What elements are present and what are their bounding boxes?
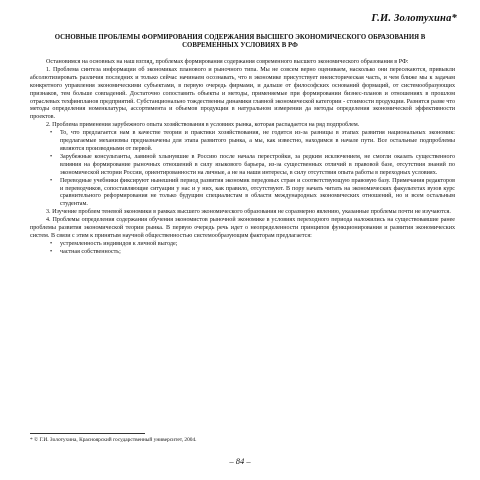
intro-paragraph: Остановимся на основных на наш взгляд, проблемах формирования содержания современного высшего экономического образования в РФ: bbox=[46, 59, 409, 65]
bullet-list-factors bbox=[30, 241, 455, 257]
author-name: Г.И. Золотухина* bbox=[371, 13, 457, 24]
paragraph-problem-3: 3. Изучение проблем теневой экономики в рамках высшего экономического образования не соразмерно явлению, указанные проблемы почти не изучаются. bbox=[46, 209, 451, 216]
list-item: • То, что предлагается нам в качестве теории и практики хозяйствования, не годится из-за разницы в этапах развития национальных экономик: предлагаемые механизмы предназначены для этапа развитого рынка, а мы, как известно, находимся в начале пути. Все остальные подпроблемы являются производными от первой. bbox=[60, 130, 455, 154]
article-body bbox=[30, 59, 455, 257]
list-item: • устремленность индивидов к личной выгоде; bbox=[60, 241, 455, 249]
paragraph-problem-2: 2. Проблема применения зарубежного опыта хозяйствования в условиях рынка, которая распадается на ряд подпроблем. bbox=[46, 122, 360, 129]
footnote-divider bbox=[30, 433, 145, 434]
footnote: * © Г.И. Золотухина, Красноярский государственный университет, 2004. bbox=[30, 437, 197, 443]
paragraph-problem-1: 1. Проблема синтеза информации об экономиках планового и рыночного типа. Мы не совсем верно оцениваем, насколько они пересекаются, привыкли абсолютизировать различия последних и только сейчас начинаем осознавать, что в экономике присутствует внеисторическая часть, и чем ближе мы к задачам конкретного управления экономическими субъектами, в первую очередь фирмами, и дальше от философских оснований формаций, от системообразующих признаков, тем больше совпадений. Достаточно сопоставить объекты и методы, применяемые при формировании бизнес-планов и отношениях в прошлом отраслевых техфинпланов предприятий. Субстанционально тождественны динамики главной экономической категории - стоимости продукции. Разнятся разве что методы определения номенклатуры, ассортимента и объемов продукции в натуральном измерении да методы определения экономической эффективности проектов. bbox=[30, 66, 455, 121]
paragraph-problem-4: 4. Проблемы определения содержания обучения экономистов рыночной экономике в условиях переходного периода наложились на существовавшие ранее проблемы развития экономической теории рынка. В первую очередь речь идет о неопределенности принципов функционирования и развития экономических систем. В связи с этим к принятым научной общественностью системообразующим факторам предлагается: bbox=[30, 217, 455, 239]
list-item: • частная собственность; bbox=[60, 249, 455, 257]
article-title: ОСНОВНЫЕ ПРОБЛЕМЫ ФОРМИРОВАНИЯ СОДЕРЖАНИЯ ВЫСШЕГО ЭКОНОМИЧЕСКОГО ОБРАЗОВАНИЯ В СОВРЕМЕННЫХ УСЛОВИЯХ В РФ bbox=[54, 34, 426, 49]
page-number: – 84 – bbox=[229, 456, 251, 466]
list-item: • Переводные учебники фиксируют нынешний период развития экономик передовых стран и соответствующую правовую базу. Примечания редакторов и переводчиков, сопоставляющие ситуации у нас и у них, как правило, отсутствуют. В пору начать читать на экономических факультетах вузов курс сравнительного реформирования не только будущим специалистам в области международных экономических отношений, но и всем остальным студентам. bbox=[60, 178, 455, 210]
bullet-list-subproblems bbox=[30, 130, 455, 209]
list-item: • Зарубежные консультанты, лавиной хлынувшие в Россию после начала перестройки, за редким исключением, не смогли оказать существенного влияния на формирование рыночных отношений в силу языкового барьера, из-за существенных отличий в правовой базе, отсутствия знаний по экономической истории России, ориентированности на личные, а не на наши интересы, в силу отсутствия опыта работы в переходных условиях. bbox=[60, 154, 455, 178]
